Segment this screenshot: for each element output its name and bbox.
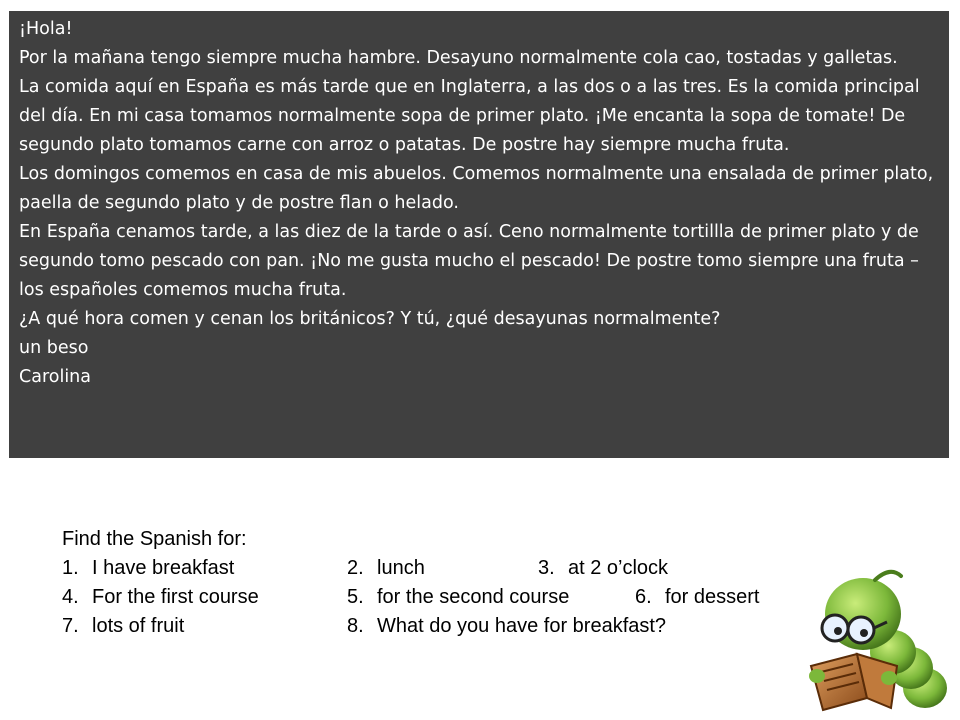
- exercise: [62, 525, 760, 641]
- glasses-lens: [848, 617, 874, 643]
- exercise-heading: Find the Spanish for:: [62, 528, 247, 550]
- letter-closing: un beso: [19, 338, 89, 358]
- letter-paragraph-dinner: En España cenamos tarde, a las diez de la tarde o así. Ceno normalmente tortillla de primer plato y de segundo tomo pescado con pan. ¡No me gusta mucho el pescado! De postre tomo siempre una fruta – los españoles comemos mucha fruta.: [19, 222, 919, 300]
- exercise-item-8: 8. What do you have for breakfast?: [347, 615, 667, 637]
- exercise-item-6: 6. for dessert: [635, 586, 760, 608]
- letter-paragraph-breakfast: Por la mañana tengo siempre mucha hambre. Desayuno normalmente cola cao, tostadas y galletas.: [19, 48, 898, 68]
- worm-hand: [809, 669, 825, 683]
- exercise-item-5: 5. for the second course: [347, 586, 570, 608]
- letter-paragraph-questions: ¿A qué hora comen y cenan los británicos? Y tú, ¿qué desayunas normalmente?: [19, 309, 721, 329]
- exercise-item-7: 7. lots of fruit: [62, 615, 185, 637]
- letter-greeting: ¡Hola!: [19, 19, 73, 39]
- exercise-item-2: 2. lunch: [347, 557, 425, 579]
- worm-eye: [834, 627, 842, 635]
- exercise-item-1: 1. I have breakfast: [62, 557, 235, 579]
- letter-signature: Carolina: [19, 367, 91, 387]
- exercise-item-3: 3. at 2 o’clock: [538, 557, 669, 579]
- worm-hand: [881, 671, 897, 685]
- exercise-row: [62, 583, 760, 612]
- letter-paragraph-sundays: Los domingos comemos en casa de mis abuelos. Comemos normalmente una ensalada de primer plato, paella de segundo plato y de postre flan o helado.: [19, 164, 934, 213]
- exercise-item-4: 4. For the first course: [62, 586, 259, 608]
- exercise-row: [62, 612, 667, 641]
- worm-eye: [860, 629, 868, 637]
- reading-worm-icon: [805, 568, 955, 716]
- glasses-lens: [822, 615, 848, 641]
- exercise-row: [62, 554, 669, 583]
- worm-antenna: [875, 572, 901, 580]
- letter-box: [9, 11, 949, 458]
- letter-paragraph-lunch: La comida aquí en España es más tarde que en Inglaterra, a las dos o a las tres. Es la comida principal del día. En mi casa tomamos normalmente sopa de primer plato. ¡Me encanta la sopa de tomate! De segundo plato tomamos carne con arroz o patatas. De postre hay siempre mucha fruta.: [19, 77, 920, 155]
